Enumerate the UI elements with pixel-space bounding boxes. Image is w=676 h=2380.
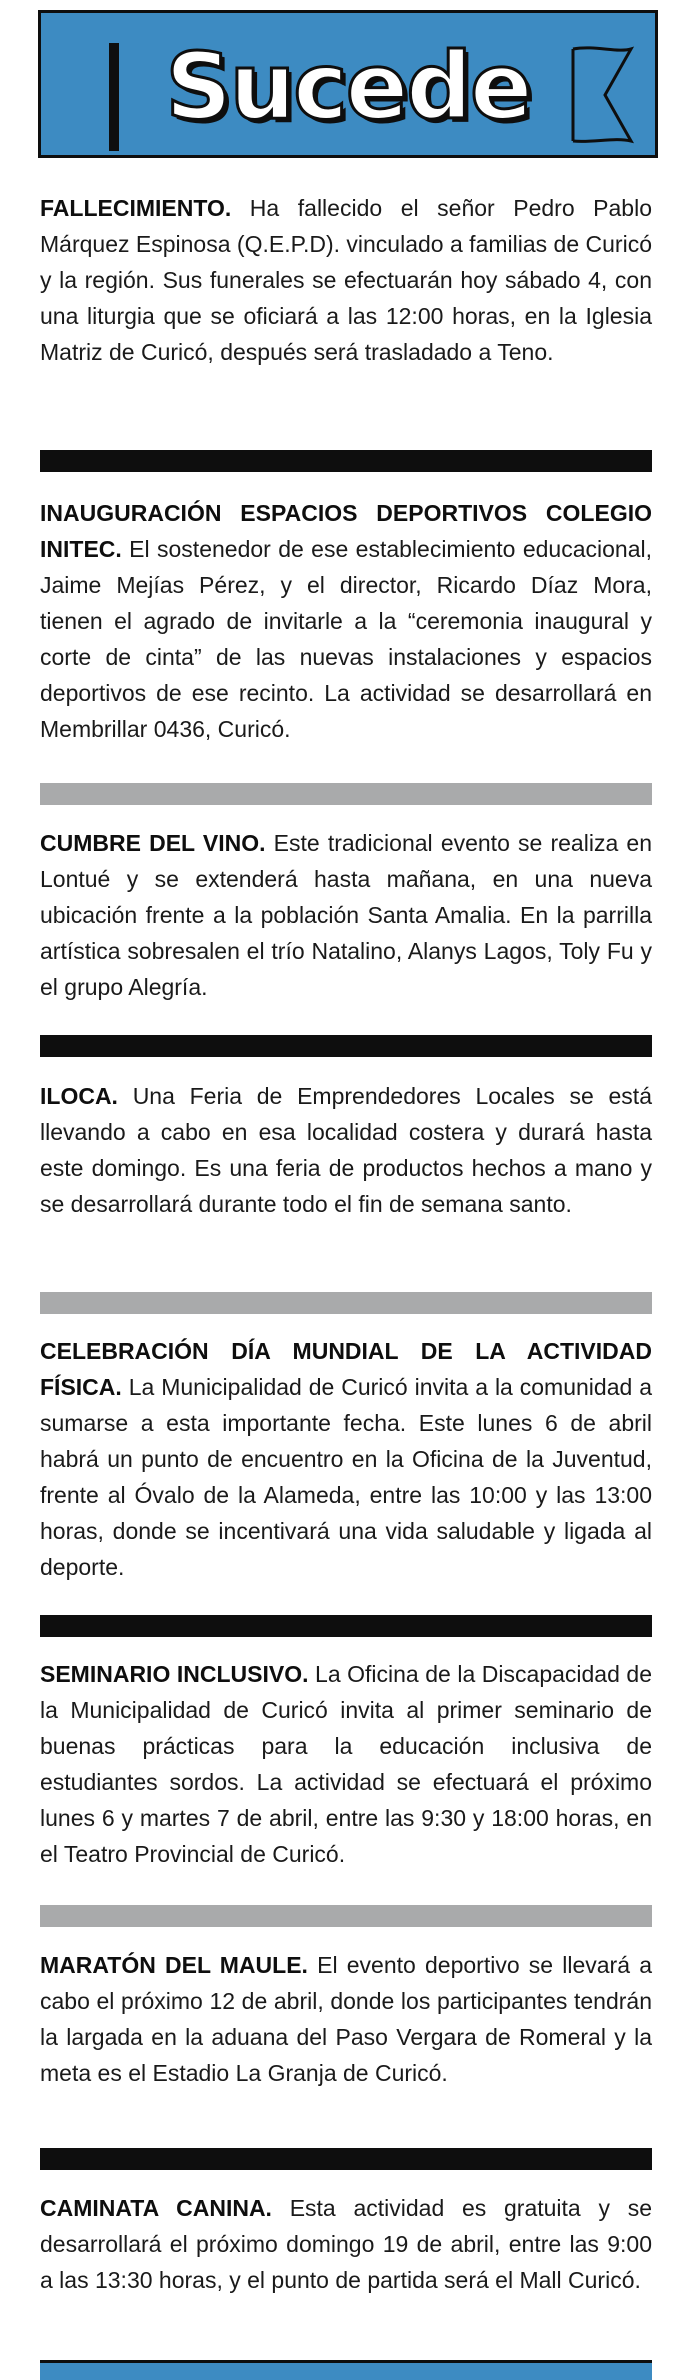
section-divider [40,783,652,805]
item-kicker: CELEBRACIÓN DÍA MUNDIAL DE LA ACTIVIDAD FÍSICA. [40,1338,652,1400]
item-text: El sostenedor de ese establecimiento educacional, Jaime Mejías Pérez, y el director, Ricardo Díaz Mora, tienen el agrado de invitarle a la “ceremonia inaugural y corte de cinta” de las nuevas instalaciones y espacios deportivos de ese recinto. La actividad se desarrollará en Membrillar 0436, Curicó. [40,536,652,742]
news-item [40,1656,652,1872]
section-divider [40,1292,652,1314]
item-text: Una Feria de Emprendedores Locales se está llevando a cabo en esa localidad costera y durará hasta este domingo. Es una feria de productos hechos a mano y se desarrollará durante todo el fin de semana santo. [40,1083,652,1217]
news-item [40,825,652,1005]
item-text: Este tradicional evento se realiza en Lontué y se extenderá hasta mañana, en una nueva ubicación frente a la población Santa Amalia. En la parrilla artística sobresalen el trío Natalino, Alanys Lagos, Toly Fu y el grupo Alegría. [40,830,652,1000]
footer-accent-bar [40,2360,652,2380]
section-divider [40,2148,652,2170]
section-divider [40,1905,652,1927]
news-item [40,2190,652,2298]
item-text: El evento deportivo se llevará a cabo el próximo 12 de abril, donde los participantes tendrán la largada en la aduana del Paso Vergara de Romeral y la meta es el Estadio La Granja de Curicó. [40,1952,652,2086]
item-kicker: FALLECIMIENTO. [40,195,232,221]
item-text: Esta actividad es gratuita y se desarrollará el próximo domingo 19 de abril, entre las 9:00 a las 13:30 horas, y el punto de partida será el Mall Curicó. [40,2195,652,2293]
news-item [40,1078,652,1222]
item-kicker: CUMBRE DEL VINO. [40,830,266,856]
section-divider [40,1615,652,1637]
item-kicker: ILOCA. [40,1083,118,1109]
item-text: Ha fallecido el señor Pedro Pablo Márquez Espinosa (Q.E.P.D). vinculado a familias de Curicó y la región. Sus funerales se efectuarán hoy sábado 4, con una liturgia que se oficiará a las 12:00 horas, en la Iglesia Matriz de Curicó, después será trasladado a Teno. [40,195,652,365]
section-divider [40,450,652,472]
news-item [40,1333,652,1585]
item-kicker: CAMINATA CANINA. [40,2195,272,2221]
news-item [40,495,652,747]
item-kicker: MARATÓN DEL MAULE. [40,1952,308,1978]
section-header [38,10,658,158]
news-item [40,190,652,370]
item-kicker: INAUGURACIÓN ESPACIOS DEPORTIVOS COLEGIO INITEC. [40,500,652,562]
pennant-flag-icon [565,43,637,147]
item-kicker: SEMINARIO INCLUSIVO. [40,1661,309,1687]
item-text: La Municipalidad de Curicó invita a la comunidad a sumarse a esta importante fecha. Este lunes 6 de abril habrá un punto de encuentro en la Oficina de la Juventud, frente al Óvalo de la Alameda, entre las 10:00 y las 13:00 horas, donde se incentivará una vida saludable y ligada al deporte. [40,1374,652,1580]
section-title: Sucede [165,33,531,140]
news-item [40,1947,652,2091]
item-text: La Oficina de la Discapacidad de la Municipalidad de Curicó invita al primer seminario de buenas prácticas para la educación inclusiva de estudiantes sordos. La actividad se efectuará el próximo lunes 6 y martes 7 de abril, entre las 9:30 y 18:00 horas, en el Teatro Provincial de Curicó. [40,1661,652,1867]
section-divider [40,1035,652,1057]
